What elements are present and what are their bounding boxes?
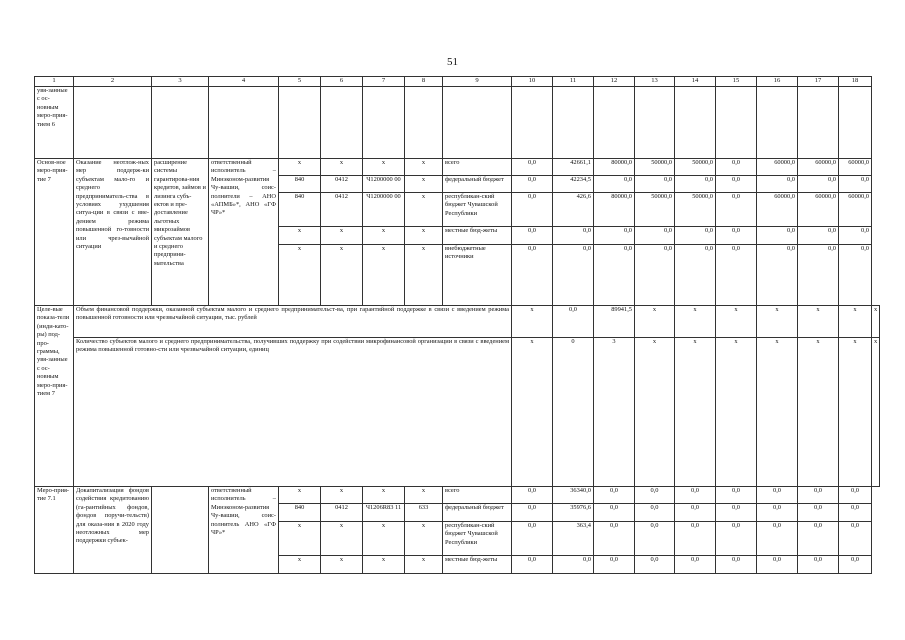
cell: 840 xyxy=(279,504,321,522)
cell: х xyxy=(675,338,716,487)
cell: х xyxy=(363,245,405,306)
cell: х xyxy=(279,227,321,245)
cell: 0,0 xyxy=(716,245,757,306)
cell: 0,0 xyxy=(798,487,839,504)
header-cell: 10 xyxy=(512,77,553,87)
cell: 0,0 xyxy=(839,556,872,574)
header-cell: 17 xyxy=(798,77,839,87)
cell: 0,0 xyxy=(757,522,798,556)
cell: 42234,5 xyxy=(553,176,594,193)
cell: х xyxy=(363,556,405,574)
row-label: увя-занные с ос-новным меро-прия-тием 6 xyxy=(35,87,74,159)
header-cell: 15 xyxy=(716,77,757,87)
cell: х xyxy=(757,306,798,338)
cell: 0,0 xyxy=(798,245,839,306)
cell: 0,0 xyxy=(716,504,757,522)
cell: 0,0 xyxy=(716,556,757,574)
cell: 0,0 xyxy=(512,487,553,504)
funding-source: федеральный бюджет xyxy=(443,176,512,193)
cell: 0,0 xyxy=(798,504,839,522)
cell: 0,0 xyxy=(716,193,757,227)
cell: х xyxy=(716,338,757,487)
cell: 0 xyxy=(553,338,594,487)
funding-source: внебюджетные источники xyxy=(443,245,512,306)
cell: 0,0 xyxy=(798,176,839,193)
header-cell: 11 xyxy=(553,77,594,87)
indicator-text: Количество субъектов малого и среднего предпринимательства, получивших поддержку при содействии микрофинансовой организации в связи с введением режима повышенной готовно-сти или чрезвычайной ситуации, единиц xyxy=(74,338,512,487)
measure-description: Оказание неотлож-ных мер поддерж-ки субъектам мало-го и среднего предприниматель-ства в условиях ухудшения ситуа-ции в связи с вве-дением режима повышенной го-товности или чрез-вычайной ситуации xyxy=(74,159,152,306)
cell: 0,0 xyxy=(839,504,872,522)
cell: 0,0 xyxy=(675,556,716,574)
cell: 0,0 xyxy=(839,227,872,245)
cell: 50000,0 xyxy=(675,193,716,227)
cell: х xyxy=(321,245,363,306)
cell: х xyxy=(363,487,405,504)
cell: х xyxy=(798,306,839,338)
header-cell: 3 xyxy=(152,77,209,87)
cell: 0,0 xyxy=(757,245,798,306)
funding-source: всего xyxy=(443,159,512,176)
responsible-executor: ответственный исполнитель – Минэконом-развития Чу-вашии, соис-полнитель АНО «ГФ ЧР»* xyxy=(209,487,279,574)
row-label: Целе-вые показа-тели (инди-като-ры) под-про-граммы, увя-занные с ос-новным меро-прия-тием 7 xyxy=(35,306,74,487)
cell: х xyxy=(405,176,443,193)
table-row xyxy=(35,87,880,159)
header-cell: 13 xyxy=(635,77,675,87)
cell: х xyxy=(757,338,798,487)
cell: х xyxy=(321,556,363,574)
cell: 0,0 xyxy=(839,487,872,504)
cell: 0,0 xyxy=(512,522,553,556)
cell: Ч1200000 00 xyxy=(363,176,405,193)
cell: 0,0 xyxy=(675,245,716,306)
cell: х xyxy=(839,338,872,487)
cell: 60000,0 xyxy=(839,159,872,176)
cell: х xyxy=(405,227,443,245)
cell: 0,0 xyxy=(512,193,553,227)
cell: 0412 xyxy=(321,504,363,522)
cell: 0,0 xyxy=(798,522,839,556)
cell: 0412 xyxy=(321,176,363,193)
cell: 80000,0 xyxy=(594,193,635,227)
cell: 0,0 xyxy=(839,522,872,556)
cell: 0,0 xyxy=(553,245,594,306)
funding-source: республикан-ский бюджет Чувашской Республики xyxy=(443,522,512,556)
cell: 633 xyxy=(405,504,443,522)
cell: 0,0 xyxy=(716,159,757,176)
cell: х xyxy=(405,522,443,556)
indicator-text: Объем финансовой поддержки, оказанной субъектам малого и среднего предпринимательст-ва, при гарантийной поддержке в связи с введением режима повышенной готовности или чрезвычайной ситуации, тыс. рублей xyxy=(74,306,512,338)
cell: х xyxy=(321,159,363,176)
cell: 36340,0 xyxy=(553,487,594,504)
cell: 50000,0 xyxy=(675,159,716,176)
cell: 0412 xyxy=(321,193,363,227)
cell: 0,0 xyxy=(757,227,798,245)
cell: 0,0 xyxy=(635,176,675,193)
header-cell: 1 xyxy=(35,77,74,87)
cell: 0,0 xyxy=(594,227,635,245)
measure-goal: расширение системы гарантирова-ния кредитов, займов и лизинга субъ-ектов и пре-доставление льготных микрозаймов субъектам малого и среднего предприни-мательства xyxy=(152,159,209,306)
cell: 0,0 xyxy=(757,556,798,574)
cell: 0,0 xyxy=(635,504,675,522)
cell: х xyxy=(363,522,405,556)
cell: Ч1206R83 11 xyxy=(363,504,405,522)
cell: х xyxy=(512,338,553,487)
budget-table xyxy=(34,76,880,574)
cell: 0,0 xyxy=(553,227,594,245)
table-row xyxy=(35,338,880,487)
header-cell: 8 xyxy=(405,77,443,87)
cell: 80000,0 xyxy=(594,159,635,176)
cell: 0,0 xyxy=(512,227,553,245)
cell: х xyxy=(405,556,443,574)
header-cell: 9 xyxy=(443,77,512,87)
cell: х xyxy=(716,306,757,338)
header-cell: 16 xyxy=(757,77,798,87)
cell: 426,6 xyxy=(553,193,594,227)
cell: 60000,0 xyxy=(757,193,798,227)
cell: Ч1200000 00 xyxy=(363,193,405,227)
cell: 363,4 xyxy=(553,522,594,556)
cell: 0,0 xyxy=(839,176,872,193)
responsible-executor: ответственный исполнитель – Минэконом-развития Чу-вашии, соис-полнители – АНО «АПМБ»*, АНО «ГФ ЧР»* xyxy=(209,159,279,306)
cell: 0,0 xyxy=(635,522,675,556)
header-cell: 12 xyxy=(594,77,635,87)
cell: 840 xyxy=(279,176,321,193)
cell: х xyxy=(405,245,443,306)
cell: х xyxy=(635,306,675,338)
cell: х xyxy=(363,159,405,176)
cell: 0,0 xyxy=(675,504,716,522)
cell: х xyxy=(675,306,716,338)
cell: 0,0 xyxy=(512,159,553,176)
funding-source: всего xyxy=(443,487,512,504)
cell: 0,0 xyxy=(512,504,553,522)
cell: 0,0 xyxy=(512,556,553,574)
cell: 0,0 xyxy=(553,556,594,574)
funding-source: республикан-ский бюджет Чувашской Республики xyxy=(443,193,512,227)
cell: 35976,6 xyxy=(553,504,594,522)
cell: х xyxy=(363,227,405,245)
cell: 60000,0 xyxy=(839,193,872,227)
cell: 0,0 xyxy=(798,556,839,574)
cell: х xyxy=(321,522,363,556)
cell: х xyxy=(279,522,321,556)
cell: 0,0 xyxy=(635,556,675,574)
measure-goal xyxy=(152,487,209,574)
table-row xyxy=(35,487,880,504)
cell: 89941,5 xyxy=(594,306,635,338)
header-cell: 14 xyxy=(675,77,716,87)
cell: 0,0 xyxy=(635,227,675,245)
header-cell: 2 xyxy=(74,77,152,87)
cell: 0,0 xyxy=(594,245,635,306)
cell: 0,0 xyxy=(675,487,716,504)
header-cell: 7 xyxy=(363,77,405,87)
cell: х xyxy=(872,306,880,338)
cell: х xyxy=(405,159,443,176)
cell: 60000,0 xyxy=(798,159,839,176)
table-row xyxy=(35,159,880,176)
cell: 60000,0 xyxy=(798,193,839,227)
cell: 0,0 xyxy=(839,245,872,306)
cell: 0,0 xyxy=(512,245,553,306)
cell: х xyxy=(321,487,363,504)
cell: 0,0 xyxy=(594,487,635,504)
header-cell: 6 xyxy=(321,77,363,87)
header-row xyxy=(35,77,880,87)
header-cell: 5 xyxy=(279,77,321,87)
cell: 42661,1 xyxy=(553,159,594,176)
cell: х xyxy=(872,338,880,487)
cell: 0,0 xyxy=(594,522,635,556)
cell: 0,0 xyxy=(757,176,798,193)
funding-source: местные бюд-жеты xyxy=(443,556,512,574)
cell: х xyxy=(635,338,675,487)
header-cell: 18 xyxy=(839,77,872,87)
cell: 0,0 xyxy=(757,504,798,522)
cell: 0,0 xyxy=(675,227,716,245)
funding-source: федеральный бюджет xyxy=(443,504,512,522)
cell: 0,0 xyxy=(757,487,798,504)
cell: 0,0 xyxy=(675,176,716,193)
cell: х xyxy=(279,245,321,306)
cell: 60000,0 xyxy=(757,159,798,176)
funding-source: местные бюд-жеты xyxy=(443,227,512,245)
header-cell: 4 xyxy=(209,77,279,87)
cell: 0,0 xyxy=(716,522,757,556)
cell: 50000,0 xyxy=(635,159,675,176)
cell: 0,0 xyxy=(594,176,635,193)
cell: 0,0 xyxy=(716,176,757,193)
cell: 0,0 xyxy=(716,487,757,504)
cell: х xyxy=(798,338,839,487)
cell: 0,0 xyxy=(716,227,757,245)
cell: х xyxy=(839,306,872,338)
cell: 0,0 xyxy=(798,227,839,245)
cell: х xyxy=(512,306,553,338)
cell: х xyxy=(321,227,363,245)
cell: 50000,0 xyxy=(635,193,675,227)
cell: 0,0 xyxy=(594,556,635,574)
cell: 0,0 xyxy=(635,487,675,504)
cell: х xyxy=(279,159,321,176)
cell: 0,0 xyxy=(635,245,675,306)
table-row xyxy=(35,306,880,338)
cell: 0,0 xyxy=(553,306,594,338)
cell: 0,0 xyxy=(675,522,716,556)
cell: х xyxy=(405,487,443,504)
measure-description: Докапитализация фондов содействия кредитованию (га-рантийных фондов, фондов поручи-тельств) для оказа-ния в 2020 году неотложных мер поддержки субъек- xyxy=(74,487,152,574)
cell: 0,0 xyxy=(594,504,635,522)
cell: х xyxy=(279,556,321,574)
cell: х xyxy=(279,487,321,504)
cell: 3 xyxy=(594,338,635,487)
cell: х xyxy=(405,193,443,227)
row-label: Меро-прия-тие 7.1 xyxy=(35,487,74,574)
page-number: 51 xyxy=(447,56,458,68)
cell: 840 xyxy=(279,193,321,227)
cell: 0,0 xyxy=(512,176,553,193)
row-label: Основ-ное меро-прия-тие 7 xyxy=(35,159,74,306)
